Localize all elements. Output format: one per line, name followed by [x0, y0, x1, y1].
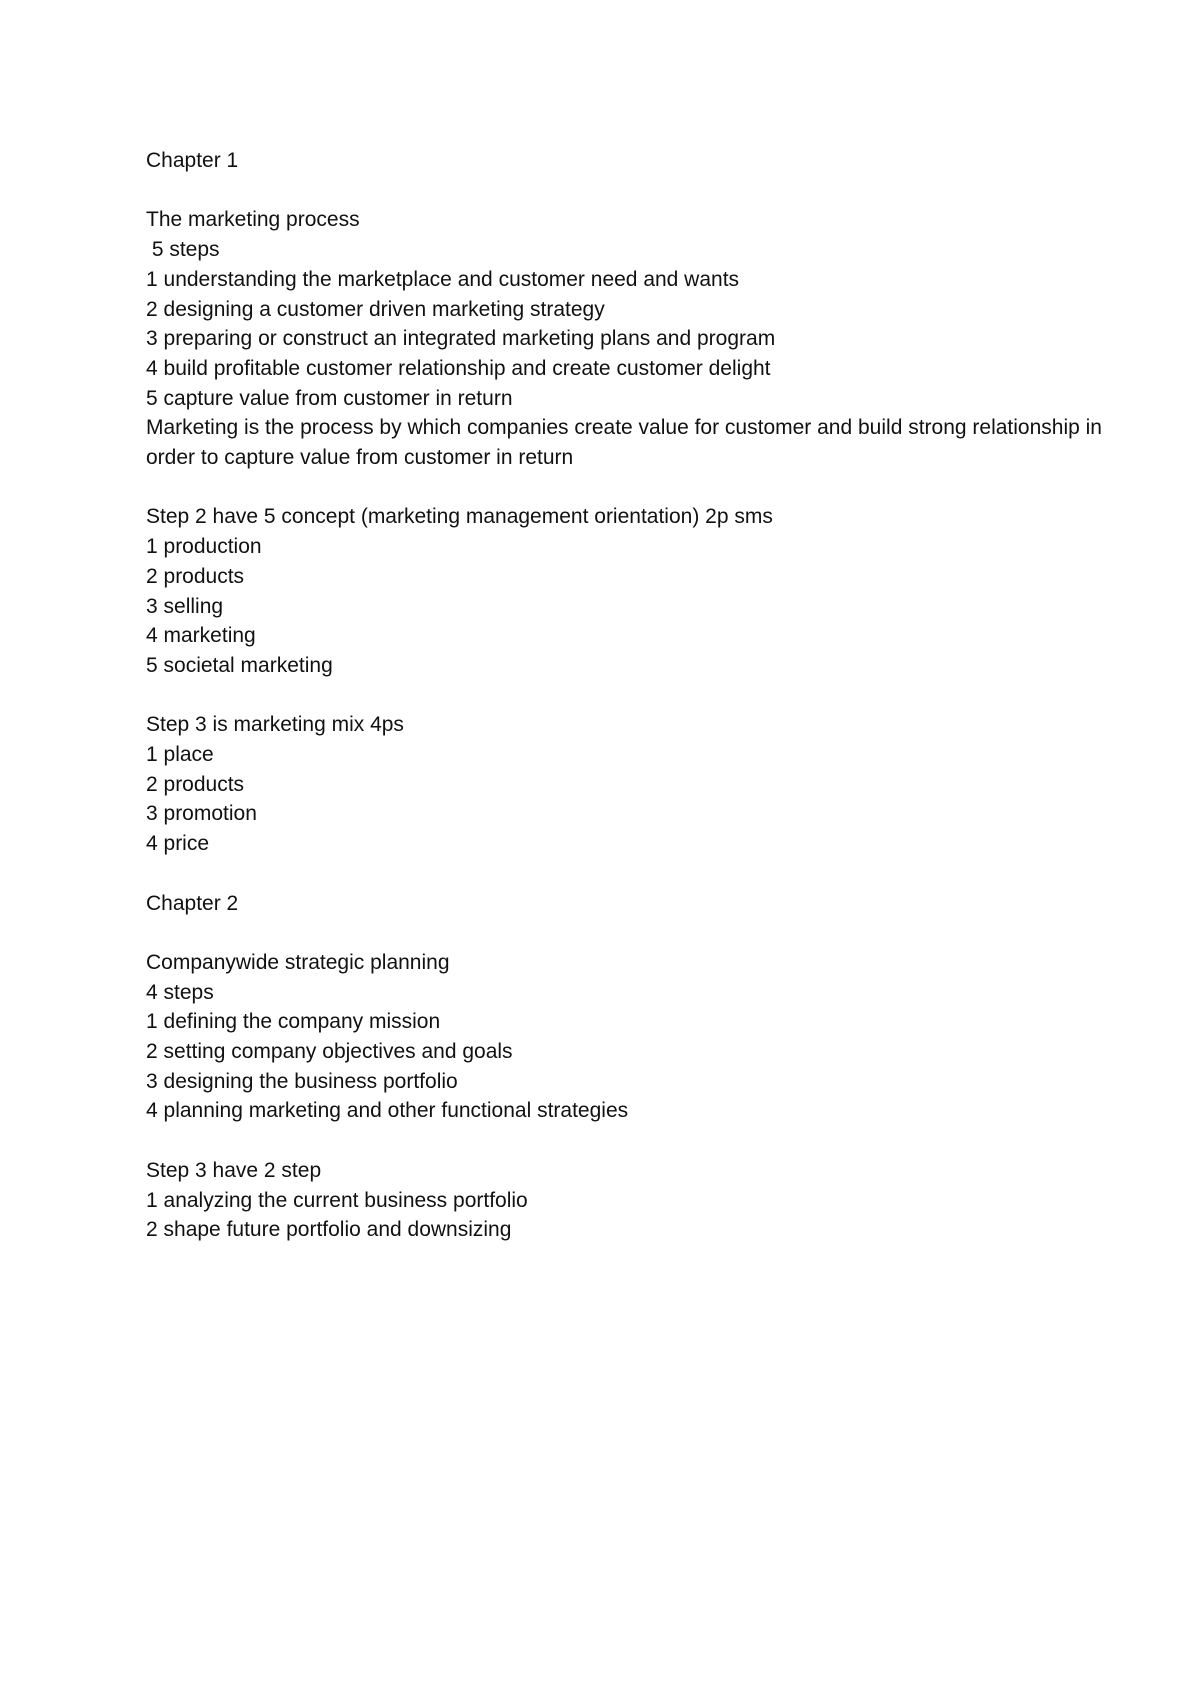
concept-item: 3 selling	[146, 594, 224, 618]
blank-line	[146, 918, 1106, 948]
steps-count: 5 steps	[146, 238, 220, 262]
portfolio-step-heading: Step 3 have 2 step	[146, 1158, 322, 1182]
chapter-2-heading: Chapter 2	[146, 891, 239, 915]
process-step: 3 preparing or construct an integrated marketing plans and program	[146, 327, 776, 351]
planning-step: 3 designing the business portfolio	[146, 1069, 458, 1093]
marketing-definition: Marketing is the process by which companies create value for customer and build strong relationship in order to capture value from customer in return	[146, 416, 1102, 470]
blank-line	[146, 859, 1106, 889]
concept-item: 1 production	[146, 535, 262, 559]
blank-line	[146, 681, 1106, 711]
mix-item: 3 promotion	[146, 802, 257, 826]
process-step: 2 designing a customer driven marketing strategy	[146, 297, 605, 321]
blank-line	[146, 1126, 1106, 1156]
step-3-heading: Step 3 is marketing mix 4ps	[146, 713, 404, 737]
document-body	[146, 146, 1106, 1245]
mix-item: 2 products	[146, 772, 245, 796]
steps-count: 4 steps	[146, 980, 214, 1004]
planning-step: 1 defining the company mission	[146, 1010, 441, 1034]
marketing-process-heading: The marketing process	[146, 208, 360, 232]
planning-step: 2 setting company objectives and goals	[146, 1040, 513, 1064]
concept-item: 2 products	[146, 564, 245, 588]
portfolio-item: 2 shape future portfolio and downsizing	[146, 1218, 512, 1242]
mix-item: 1 place	[146, 743, 214, 767]
process-step: 1 understanding the marketplace and customer need and wants	[146, 267, 740, 291]
mix-item: 4 price	[146, 832, 210, 856]
concept-item: 5 societal marketing	[146, 653, 333, 677]
process-step: 5 capture value from customer in return	[146, 386, 513, 410]
blank-line	[146, 473, 1106, 503]
blank-line	[146, 176, 1106, 206]
concept-item: 4 marketing	[146, 624, 256, 648]
strategic-planning-heading: Companywide strategic planning	[146, 950, 450, 974]
portfolio-item: 1 analyzing the current business portfolio	[146, 1188, 528, 1212]
chapter-1-heading: Chapter 1	[146, 149, 239, 172]
process-step: 4 build profitable customer relationship and create customer delight	[146, 356, 771, 380]
step-2-heading: Step 2 have 5 concept (marketing management orientation) 2p sms	[146, 505, 773, 529]
planning-step: 4 planning marketing and other functional strategies	[146, 1099, 629, 1123]
